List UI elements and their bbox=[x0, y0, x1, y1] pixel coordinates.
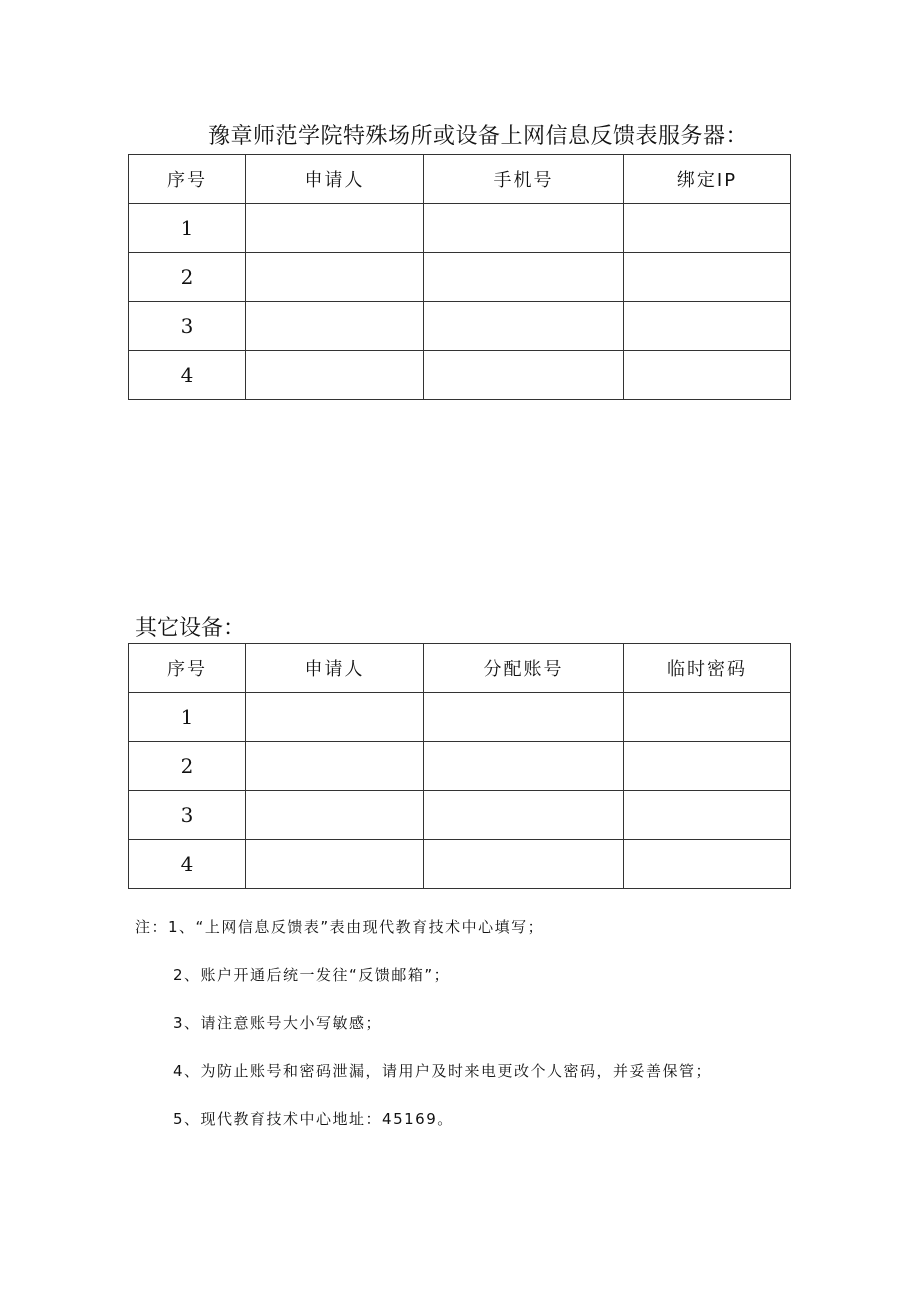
account-cell[interactable] bbox=[424, 840, 624, 889]
serial-cell: 2 bbox=[129, 742, 246, 791]
header-serial-number: 序号 bbox=[129, 644, 246, 693]
phone-cell[interactable] bbox=[424, 253, 624, 302]
table-row bbox=[129, 351, 791, 400]
header-assigned-account: 分配账号 bbox=[424, 644, 624, 693]
note-item: 注：1、“上网信息反馈表”表由现代教育技术中心填写； bbox=[135, 918, 545, 936]
ip-cell[interactable] bbox=[624, 204, 791, 253]
ip-cell[interactable] bbox=[624, 253, 791, 302]
notes-section bbox=[135, 912, 712, 1152]
applicant-cell[interactable] bbox=[246, 204, 424, 253]
applicant-cell[interactable] bbox=[246, 302, 424, 351]
table-row bbox=[129, 742, 791, 791]
table-row bbox=[129, 204, 791, 253]
password-cell[interactable] bbox=[624, 742, 791, 791]
table-header-row bbox=[129, 155, 791, 204]
phone-cell[interactable] bbox=[424, 351, 624, 400]
account-cell[interactable] bbox=[424, 742, 624, 791]
table-row bbox=[129, 693, 791, 742]
password-cell[interactable] bbox=[624, 840, 791, 889]
applicant-cell[interactable] bbox=[246, 791, 424, 840]
note-item: 4、为防止账号和密码泄漏，请用户及时来电更改个人密码，并妥善保管； bbox=[173, 1062, 713, 1080]
header-serial-number: 序号 bbox=[129, 155, 246, 204]
section-title-other-devices: 其它设备： bbox=[135, 616, 246, 641]
header-applicant: 申请人 bbox=[246, 155, 424, 204]
phone-cell[interactable] bbox=[424, 302, 624, 351]
serial-cell: 3 bbox=[129, 302, 246, 351]
password-cell[interactable] bbox=[624, 693, 791, 742]
table-row bbox=[129, 302, 791, 351]
applicant-cell[interactable] bbox=[246, 693, 424, 742]
note-item: 3、请注意账号大小写敏感； bbox=[173, 1014, 383, 1032]
table-row bbox=[129, 791, 791, 840]
serial-cell: 3 bbox=[129, 791, 246, 840]
header-phone-number: 手机号 bbox=[424, 155, 624, 204]
password-cell[interactable] bbox=[624, 791, 791, 840]
table-header-row bbox=[129, 644, 791, 693]
applicant-cell[interactable] bbox=[246, 351, 424, 400]
ip-cell[interactable] bbox=[624, 351, 791, 400]
applicant-cell[interactable] bbox=[246, 742, 424, 791]
table-row bbox=[129, 840, 791, 889]
serial-cell: 4 bbox=[129, 351, 246, 400]
serial-cell: 1 bbox=[129, 693, 246, 742]
serial-cell: 2 bbox=[129, 253, 246, 302]
server-info-table bbox=[128, 154, 791, 400]
ip-cell[interactable] bbox=[624, 302, 791, 351]
applicant-cell[interactable] bbox=[246, 840, 424, 889]
serial-cell: 1 bbox=[129, 204, 246, 253]
header-bound-ip: 绑定IP bbox=[624, 155, 791, 204]
table-row bbox=[129, 253, 791, 302]
note-item: 2、账户开通后统一发往“反馈邮箱”； bbox=[173, 966, 451, 984]
phone-cell[interactable] bbox=[424, 204, 624, 253]
account-cell[interactable] bbox=[424, 693, 624, 742]
other-devices-table bbox=[128, 643, 791, 889]
account-cell[interactable] bbox=[424, 791, 624, 840]
header-temporary-password: 临时密码 bbox=[624, 644, 791, 693]
serial-cell: 4 bbox=[129, 840, 246, 889]
note-item: 5、现代教育技术中心地址：45169。 bbox=[173, 1110, 454, 1128]
form-title: 豫章师范学院特殊场所或设备上网信息反馈表服务器： bbox=[208, 124, 749, 149]
applicant-cell[interactable] bbox=[246, 253, 424, 302]
header-applicant: 申请人 bbox=[246, 644, 424, 693]
